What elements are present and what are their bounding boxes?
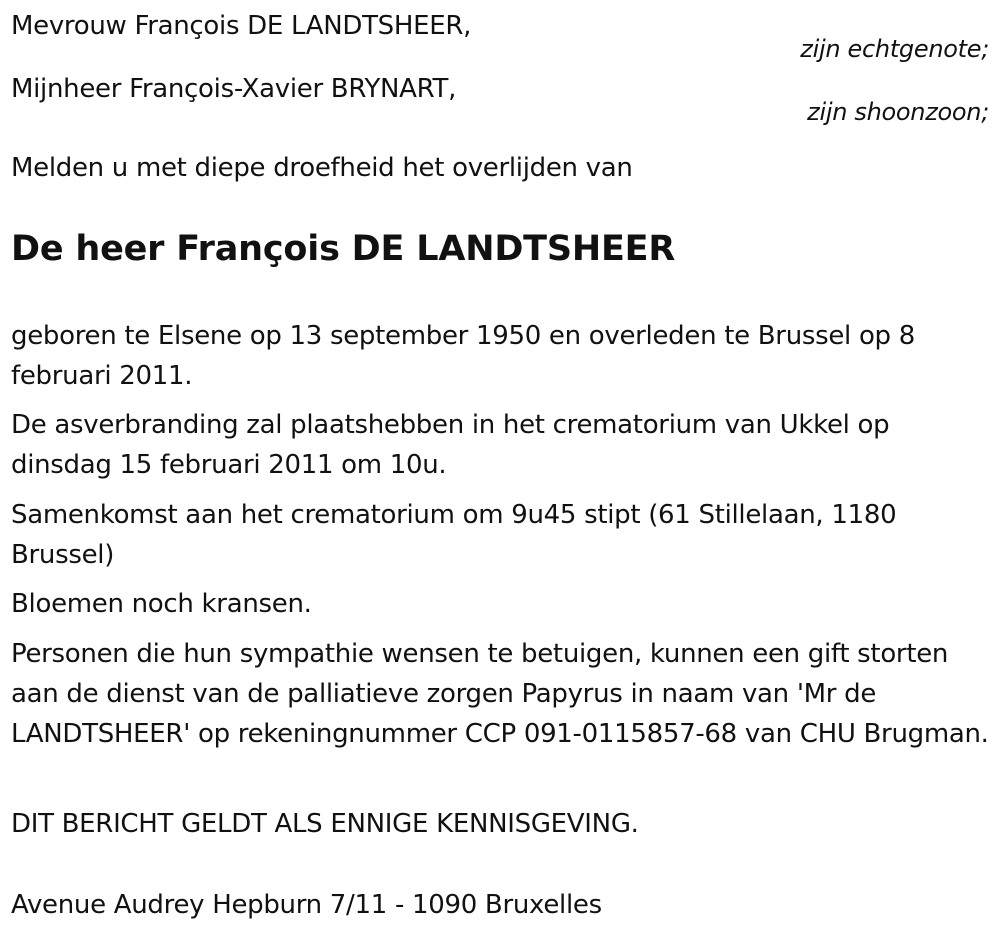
deceased-name: De heer François DE LANDTSHEER: [11, 229, 676, 269]
notice-paragraph: DIT BERICHT GELDT ALS ENNIGE KENNISGEVING.: [11, 809, 639, 839]
family-member-name: Mijnheer François-Xavier BRYNART,: [11, 74, 457, 104]
meeting-paragraph: Samenkomst aan het crematorium om 9u45 stipt (61 Stillelaan, 1180 Brussel): [11, 500, 897, 570]
family-member-relation: zijn echtgenote;: [800, 35, 989, 63]
address: Avenue Audrey Hepburn 7/11 - 1090 Bruxelles: [11, 890, 602, 920]
cremation-paragraph: De asverbranding zal plaatshebben in het crematorium van Ukkel op dinsdag 15 februari 2011 om 10u.: [11, 410, 890, 480]
intro-text: Melden u met diepe droefheid het overlijden van: [11, 153, 633, 183]
birth-death-paragraph: geboren te Elsene op 13 september 1950 en overleden te Brussel op 8 februari 2011.: [11, 321, 915, 391]
donation-paragraph: Personen die hun sympathie wensen te betuigen, kunnen een gift storten aan de dienst van de palliatieve zorgen Papyrus in naam van 'Mr de LANDTSHEER' op rekeningnummer CCP 091-0115857-68 van CHU Brugman.: [11, 639, 989, 749]
flowers-paragraph: Bloemen noch kransen.: [11, 589, 312, 619]
family-member-name: Mevrouw François DE LANDTSHEER,: [11, 11, 472, 41]
family-member-relation: zijn shoonzoon;: [807, 98, 989, 126]
